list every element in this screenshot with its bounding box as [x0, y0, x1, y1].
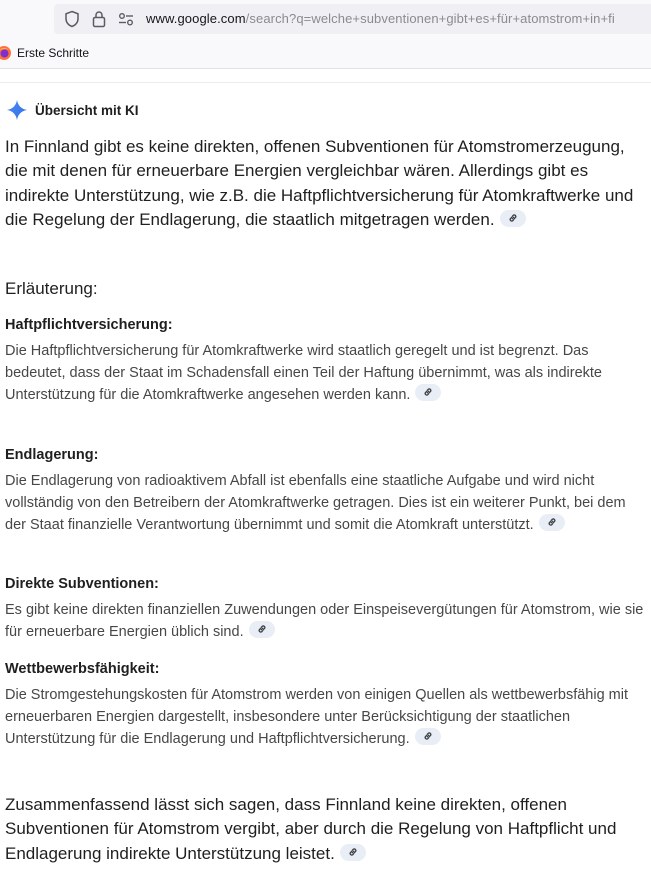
link-icon — [423, 731, 433, 741]
item-text-body: Es gibt keine direkten finanziellen Zuwendungen oder Einspeisevergütungen für Atomstrom, wie sie für erneuerbare Energien üblich sind. — [5, 602, 644, 640]
link-icon — [348, 847, 358, 857]
url-path: /search?q=welche+subventionen+gibt+es+für+atomstrom+in+fi — [245, 11, 615, 26]
item-title: Haftpflichtversicherung: — [5, 317, 173, 333]
lock-icon[interactable] — [92, 10, 106, 33]
url-text[interactable] — [146, 11, 615, 26]
intro-text: In Finnland gibt es keine direkten, offenen Subventionen für Atomstromerzeugung, die mit denen für erneuerbare Energien vergleichbar wären. Allerdings gibt es indirekte Unterstützung, wie z.B. die Haftpflichtversicherung für Atomkraftwerke und die Regelung der Endlagerung, die staatlich mitgetragen werden. — [5, 137, 634, 229]
shield-icon[interactable] — [64, 10, 80, 33]
link-icon — [547, 517, 557, 527]
link-icon — [257, 624, 267, 634]
ai-overview-panel — [0, 82, 651, 870]
item-text — [5, 341, 645, 406]
summary-text: Zusammenfassend lässt sich sagen, dass Finnland keine direkten, offenen Subventionen für Atomstrom vergibt, aber durch die Regelung von Haftpflicht und Endlagerung indirekte Unterstützung leistet. — [5, 795, 617, 863]
explanation-item — [5, 445, 645, 536]
item-text — [5, 685, 645, 750]
explanation-item — [5, 659, 645, 750]
url-bar[interactable] — [54, 4, 651, 34]
item-text-body: Die Stromgestehungskosten für Atomstrom werden von einigen Quellen als wettbewerbsfähig mit erneuerbaren Energien dargestellt, insbesondere unter Berücksichtigung der staatlichen Unterstützung für die Endlagerung und Haftpflichtversicherung. — [5, 687, 629, 747]
item-text — [5, 471, 645, 536]
item-title: Endlagerung: — [5, 447, 99, 463]
browser-toolbar — [0, 0, 651, 38]
source-link-chip[interactable] — [415, 384, 441, 401]
item-title: Direkte Subventionen: — [5, 576, 159, 592]
explanation-item — [5, 315, 645, 406]
url-host: www.google.com — [146, 11, 246, 26]
source-link-chip[interactable] — [249, 621, 275, 638]
bookmark-label: Erste Schritte — [17, 46, 90, 60]
summary-paragraph — [5, 793, 645, 866]
ai-overview-title: Übersicht mit KI — [35, 102, 139, 118]
item-title: Wettbewerbsfähigkeit: — [5, 661, 160, 677]
firefox-icon — [0, 45, 12, 61]
link-icon — [508, 213, 518, 223]
item-text-body: Die Haftpflichtversicherung für Atomkraftwerke wird staatlich geregelt und ist begrenzt. Das bedeutet, dass der Staat im Schadensfall einen Teil der Haftung übernimmt, was als indirekte Unterstützung für die Atomkraftwerke angesehen werden kann. — [5, 343, 602, 403]
gemini-sparkle-icon — [6, 99, 28, 121]
source-link-chip[interactable] — [340, 844, 366, 861]
permissions-icon[interactable] — [118, 12, 134, 31]
link-icon — [423, 387, 433, 397]
ai-overview-header — [6, 99, 139, 121]
bookmark-erste-schritte[interactable] — [0, 45, 89, 61]
source-link-chip[interactable] — [415, 728, 441, 745]
source-link-chip[interactable] — [539, 514, 565, 531]
intro-paragraph — [5, 135, 645, 232]
source-link-chip[interactable] — [500, 210, 526, 227]
section-heading: Erläuterung: — [5, 279, 98, 298]
explanation-item — [5, 574, 645, 644]
item-text — [5, 600, 645, 644]
item-text-body: Die Endlagerung von radioaktivem Abfall ist ebenfalls eine staatliche Aufgabe und wird nicht vollständig von den Betreibern der Atomkraftwerke getragen. Dies ist ein weiterer Punkt, bei dem der Staat finanzielle Verantwortung übernimmt und somit die Atomkraft unterstützt. — [5, 473, 626, 533]
bookmarks-toolbar — [0, 38, 651, 69]
